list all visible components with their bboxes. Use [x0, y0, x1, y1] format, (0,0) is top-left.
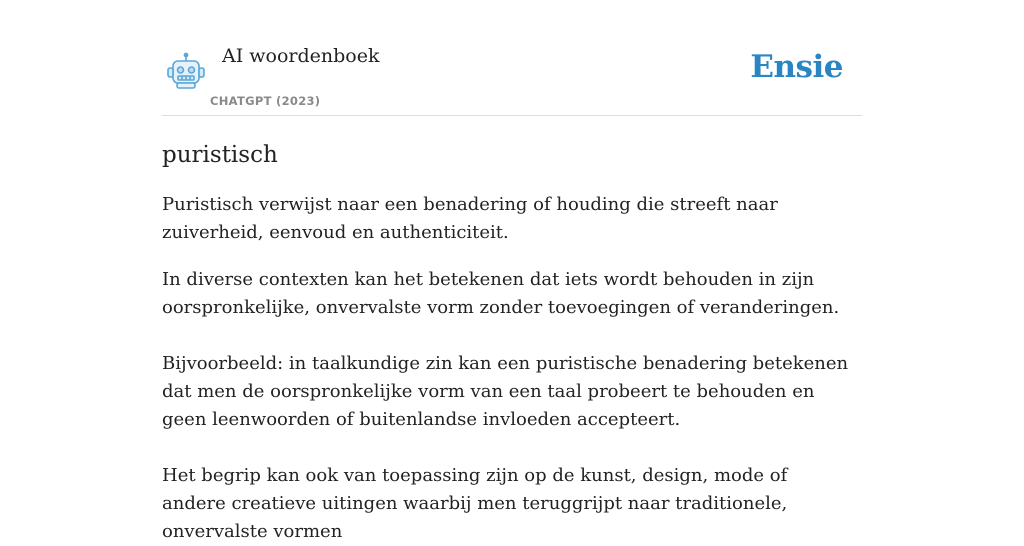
- definition-paragraph: Puristisch verwijst naar een benadering of houding die streeft naar zuiverheid, eenvoud en authenticiteit.: [162, 194, 778, 243]
- definition-paragraph: In diverse contexten kan het betekenen dat iets wordt behouden in zijn oorspronkelijke, onvervalste vorm zonder toevoegingen of veranderingen. Bijvoorbeeld: in taalkundige zin kan een puristische benadering betekenen dat men de oorspronkelijke vorm van een taal probeert te behouden en geen leenwoorden of buitenlandse invloeden accepteert. Het begrip kan ook van toepassing zijn op de kunst, design, mode of andere creatieve uitingen waarbij men teruggrijpt naar traditionele, onvervalste vormen: [162, 269, 849, 542]
- ensie-logo[interactable]: Ensie: [750, 49, 843, 85]
- source-subtitle: CHATGPT (2023): [210, 94, 321, 108]
- page: [162, 0, 862, 542]
- entry-term: puristisch: [162, 142, 278, 168]
- source-header: [162, 0, 862, 116]
- source-title[interactable]: AI woordenboek: [222, 45, 380, 67]
- entry-definition: [162, 191, 852, 546]
- robot-icon: [166, 52, 206, 90]
